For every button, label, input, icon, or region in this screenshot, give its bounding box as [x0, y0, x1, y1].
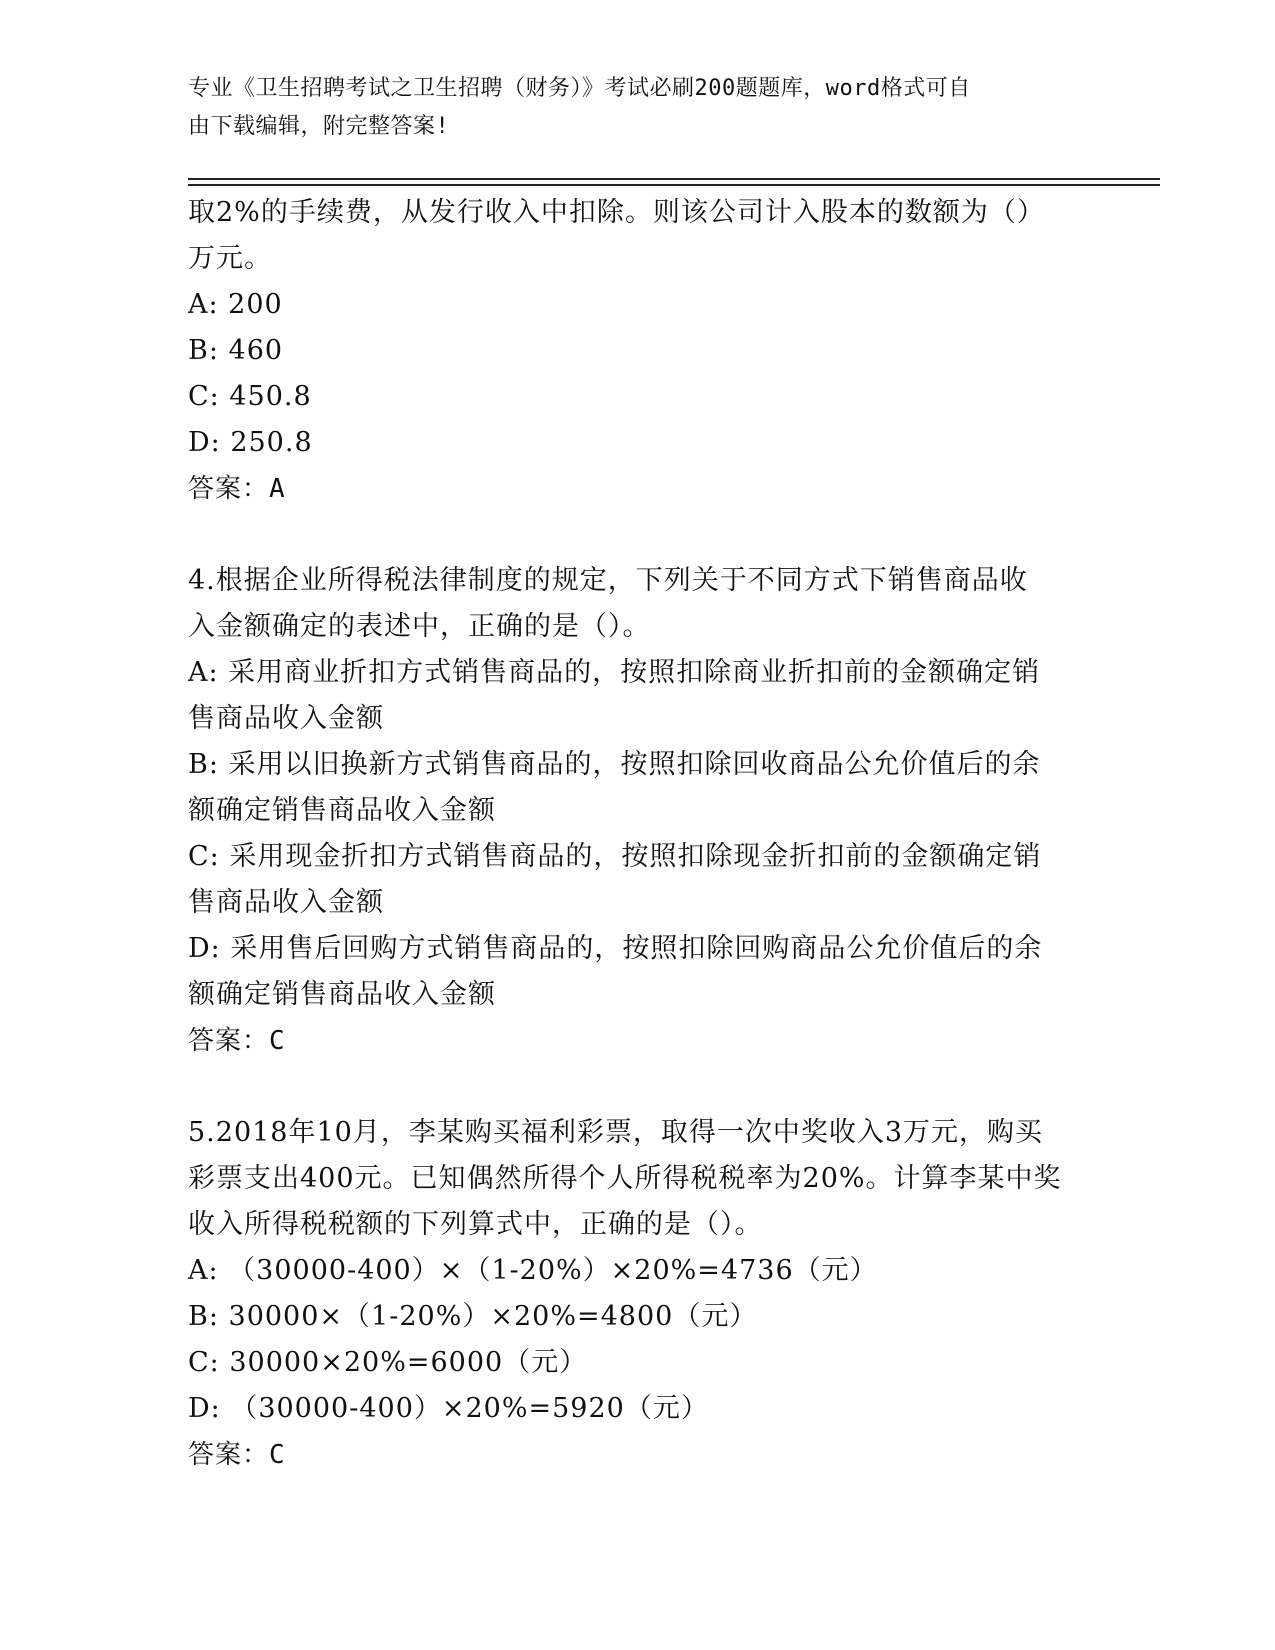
question-5-answer: 答案：C	[188, 1440, 286, 1470]
header-line-2: 由下载编辑，附完整答案!	[188, 114, 450, 139]
question-3-option-d: D: 250.8	[188, 427, 313, 458]
question-5	[188, 1110, 1088, 1478]
question-4-option-d-line-1: D: 采用售后回购方式销售商品的，按照扣除回购商品公允价值后的余	[188, 933, 1043, 964]
section-spacer	[188, 1064, 1088, 1110]
question-3-answer: 答案：A	[188, 474, 286, 504]
question-3	[188, 190, 1088, 512]
question-3-option-a: A: 200	[188, 289, 283, 320]
question-5-stem-line-2: 彩票支出400元。已知偶然所得个人所得税税率为20%。计算李某中奖	[188, 1163, 1062, 1194]
question-4-option-b-line-2: 额确定销售商品收入金额	[188, 795, 496, 826]
question-5-stem-line-1: 5.2018年10月，李某购买福利彩票，取得一次中奖收入3万元，购买	[188, 1117, 1044, 1148]
question-4-option-c-line-2: 售商品收入金额	[188, 887, 384, 918]
question-4-stem-line-2: 入金额确定的表述中，正确的是（）。	[188, 611, 651, 642]
question-3-stem-line-1: 取2%的手续费，从发行收入中扣除。则该公司计入股本的数额为（）	[188, 197, 1045, 228]
question-5-stem-line-3: 收入所得税税额的下列算式中，正确的是（）。	[188, 1209, 763, 1240]
question-5-option-c: C: 30000×20%=6000（元）	[188, 1347, 588, 1378]
question-4	[188, 558, 1088, 1064]
question-5-option-b: B: 30000×（1-20%）×20%=4800（元）	[188, 1301, 758, 1332]
question-4-answer: 答案：C	[188, 1026, 286, 1056]
document-body	[188, 190, 1088, 1478]
question-4-option-b-line-1: B: 采用以旧换新方式销售商品的，按照扣除回收商品公允价值后的余	[188, 749, 1041, 780]
header-divider-bottom	[188, 184, 1160, 186]
header-divider-top	[188, 178, 1160, 180]
question-4-option-a-line-2: 售商品收入金额	[188, 703, 384, 734]
question-3-stem-line-2: 万元。	[188, 243, 272, 274]
section-spacer	[188, 512, 1088, 558]
document-header	[188, 70, 1088, 146]
header-line-1: 专业《卫生招聘考试之卫生招聘（财务）》考试必刷200题题库，word格式可自	[188, 76, 971, 101]
question-4-option-c-line-1: C: 采用现金折扣方式销售商品的，按照扣除现金折扣前的金额确定销	[188, 841, 1042, 872]
question-4-option-a-line-1: A: 采用商业折扣方式销售商品的，按照扣除商业折扣前的金额确定销	[188, 657, 1041, 688]
question-4-stem-line-1: 4.根据企业所得税法律制度的规定，下列关于不同方式下销售商品收	[188, 565, 1028, 596]
question-5-option-d: D: （30000-400）×20%=5920（元）	[188, 1393, 709, 1424]
question-3-option-c: C: 450.8	[188, 381, 312, 412]
question-4-option-d-line-2: 额确定销售商品收入金额	[188, 979, 496, 1010]
question-3-option-b: B: 460	[188, 335, 284, 366]
question-5-option-a: A: （30000-400）×（1-20%）×20%=4736（元）	[188, 1255, 878, 1286]
